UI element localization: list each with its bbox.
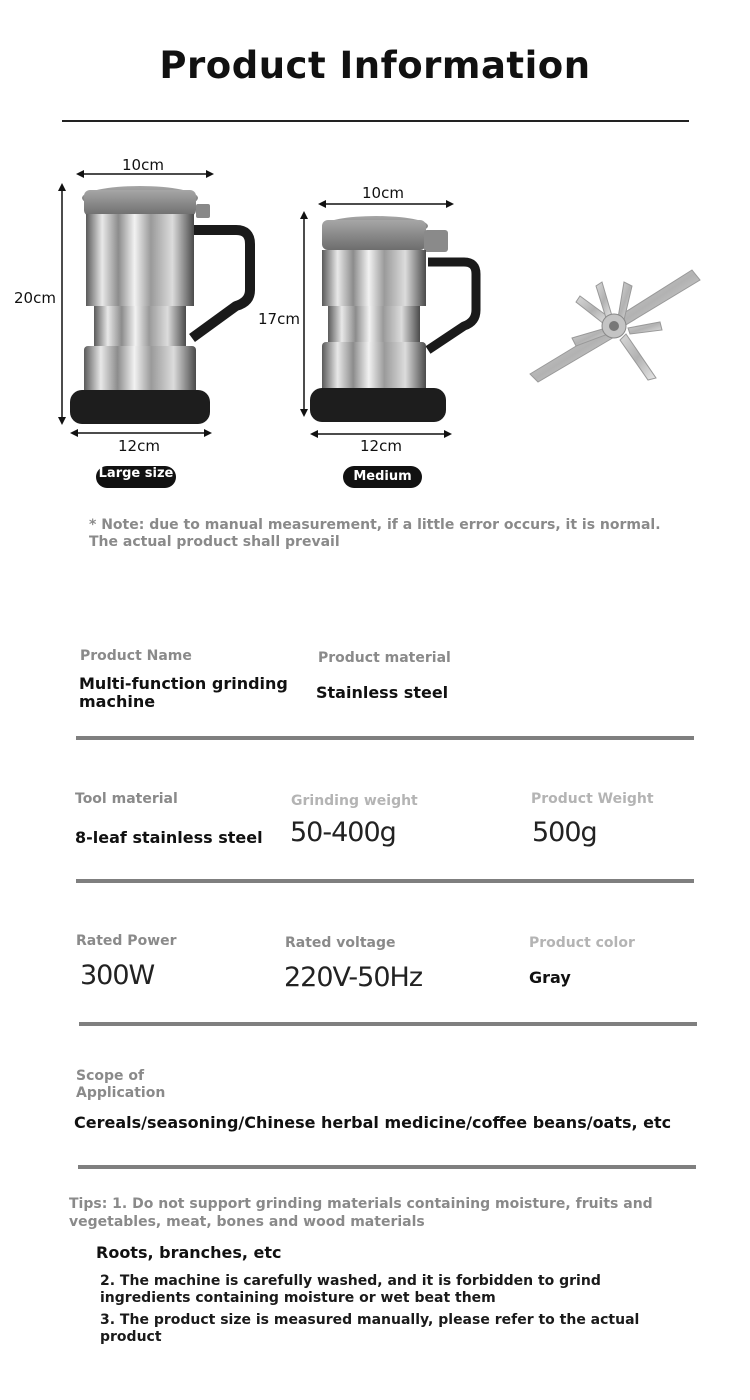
tool-material-value: 8-leaf stainless steel (75, 828, 263, 847)
scope-label: Scope of Application (76, 1068, 166, 1101)
medium-top-dimension: 10cm (362, 184, 404, 202)
large-height-dimension: 20cm (14, 289, 56, 307)
scope-value: Cereals/seasoning/Chinese herbal medicine/coffee beans/oats, etc (74, 1113, 672, 1132)
product-color-value: Gray (529, 968, 571, 987)
rated-voltage-value: 220V-50Hz (284, 962, 422, 993)
large-grinder-image (66, 178, 258, 430)
product-weight-label: Product Weight (531, 791, 654, 807)
product-material-label: Product material (318, 650, 451, 666)
measurement-note-line1: * Note: due to manual measurement, if a little error occurs, it is normal. (89, 517, 661, 533)
blade-image (524, 262, 704, 388)
rated-voltage-label: Rated voltage (285, 935, 396, 951)
product-weight-value: 500g (532, 817, 597, 848)
tip-2: 2. The machine is carefully washed, and it is forbidden to grind ingredients containing moisture or wet beat them (100, 1273, 601, 1306)
medium-size-badge: Medium (343, 466, 422, 488)
medium-bottom-dimension: 12cm (360, 437, 402, 455)
tip-3: 3. The product size is measured manually, please refer to the actual product (100, 1312, 640, 1345)
spec-separator (76, 736, 694, 740)
page-title: Product Information (159, 44, 591, 87)
spec-separator (79, 1022, 697, 1026)
large-bottom-dimension: 12cm (118, 437, 160, 455)
title-divider (62, 120, 689, 122)
rated-power-value: 300W (80, 960, 155, 991)
large-top-dimension: 10cm (122, 156, 164, 174)
medium-grinder-image (308, 210, 488, 426)
product-name-label: Product Name (80, 648, 192, 664)
grinding-weight-value: 50-400g (290, 817, 396, 848)
product-color-label: Product color (529, 935, 635, 951)
measurement-note-line2: The actual product shall prevail (89, 534, 340, 550)
spec-separator (78, 1165, 696, 1169)
tool-material-label: Tool material (75, 791, 178, 807)
product-material-value: Stainless steel (316, 683, 449, 702)
medium-height-dimension: 17cm (258, 310, 300, 328)
tip-1-continued: Roots, branches, etc (96, 1243, 282, 1262)
medium-top-dimension-line (318, 198, 454, 210)
rated-power-label: Rated Power (76, 933, 177, 949)
grinding-weight-label: Grinding weight (291, 793, 418, 809)
spec-separator (76, 879, 694, 883)
product-name-value: Multi-function grinding machine (79, 674, 288, 711)
large-size-badge: Large size (96, 466, 176, 488)
tip-1: Tips: 1. Do not support grinding materials containing moisture, fruits and vegetables, meat, bones and wood materials (69, 1196, 653, 1230)
